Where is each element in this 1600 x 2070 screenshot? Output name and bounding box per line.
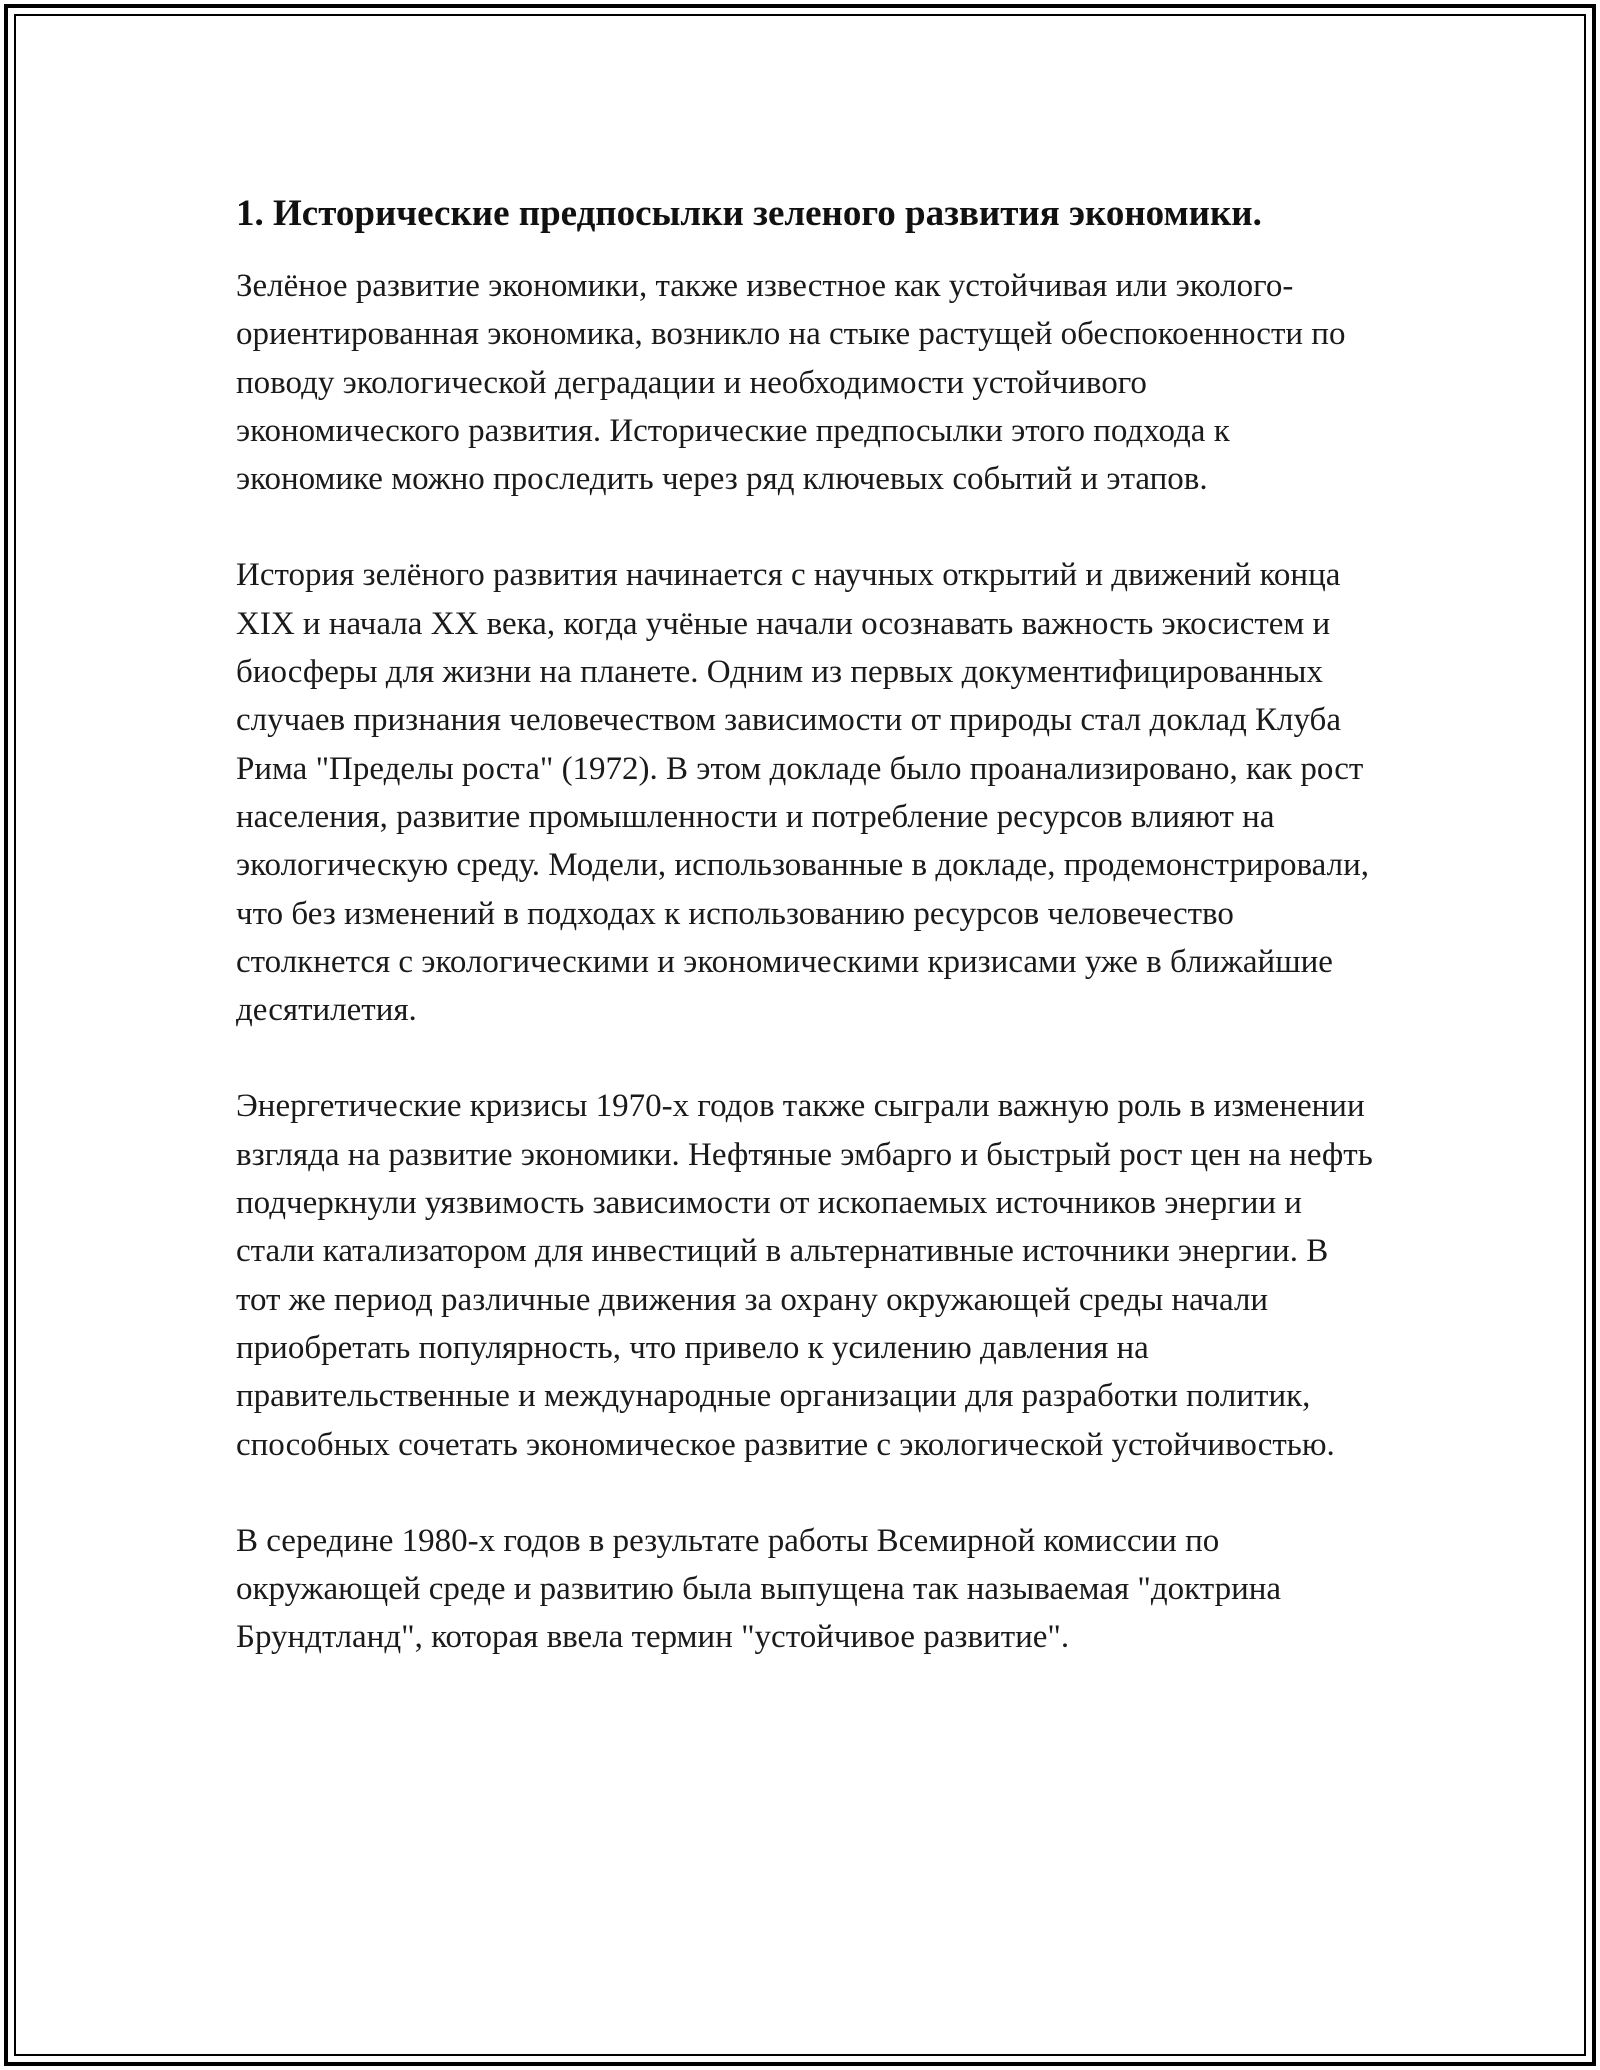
paragraph-1: Зелёное развитие экономики, также известное как устойчивая или эколого-ориентированная экономика, возникло на стыке растущей обеспокоенности по поводу экологической деградации и необходимости устойчивого экономического развития. Исторические предпосылки этого подхода к экономике можно проследить через ряд ключевых событий и этапов. — [236, 268, 1346, 498]
section-heading: 1. Исторические предпосылки зеленого развития экономики. — [236, 193, 1262, 234]
document-body — [236, 186, 1376, 1662]
paragraph-3: Энергетические кризисы 1970-х годов также сыграли важную роль в изменении взгляда на развитие экономики. Нефтяные эмбарго и быстрый рост цен на нефть подчеркнули уязвимость зависимости от ископаемых источников энергии и стали катализатором для инвестиций в альтернативные источники энергии. В тот же период различные движения за охрану окружающей среды начали приобретать популярность, что привело к усилению давления на правительственные и международные организации для разработки политик, способных сочетать экономическое развитие с экологической устойчивостью. — [236, 1088, 1373, 1463]
paragraph-4: В середине 1980-х годов в результате работы Всемирной комиссии по окружающей среде и развитию была выпущена так называемая "доктрина Брундтланд", которая ввела термин "устойчивое развитие". — [236, 1522, 1282, 1656]
paragraph-2: История зелёного развития начинается с научных открытий и движений конца XIX и начала XX века, когда учёные начали осознавать важность экосистем и биосферы для жизни на планете. Одним из первых документифицированных случаев признания человечеством зависимости от природы стал доклад Клуба Рима "Пределы роста" (1972). В этом докладе было проанализировано, как рост населения, развитие промышленности и потребление ресурсов влияют на экологическую среду. Модели, использованные в докладе, продемонстрировали, что без изменений в подходах к использованию ресурсов человечество столкнется с экологическими и экономическими кризисами уже в ближайшие десятилетия. — [236, 557, 1369, 1029]
